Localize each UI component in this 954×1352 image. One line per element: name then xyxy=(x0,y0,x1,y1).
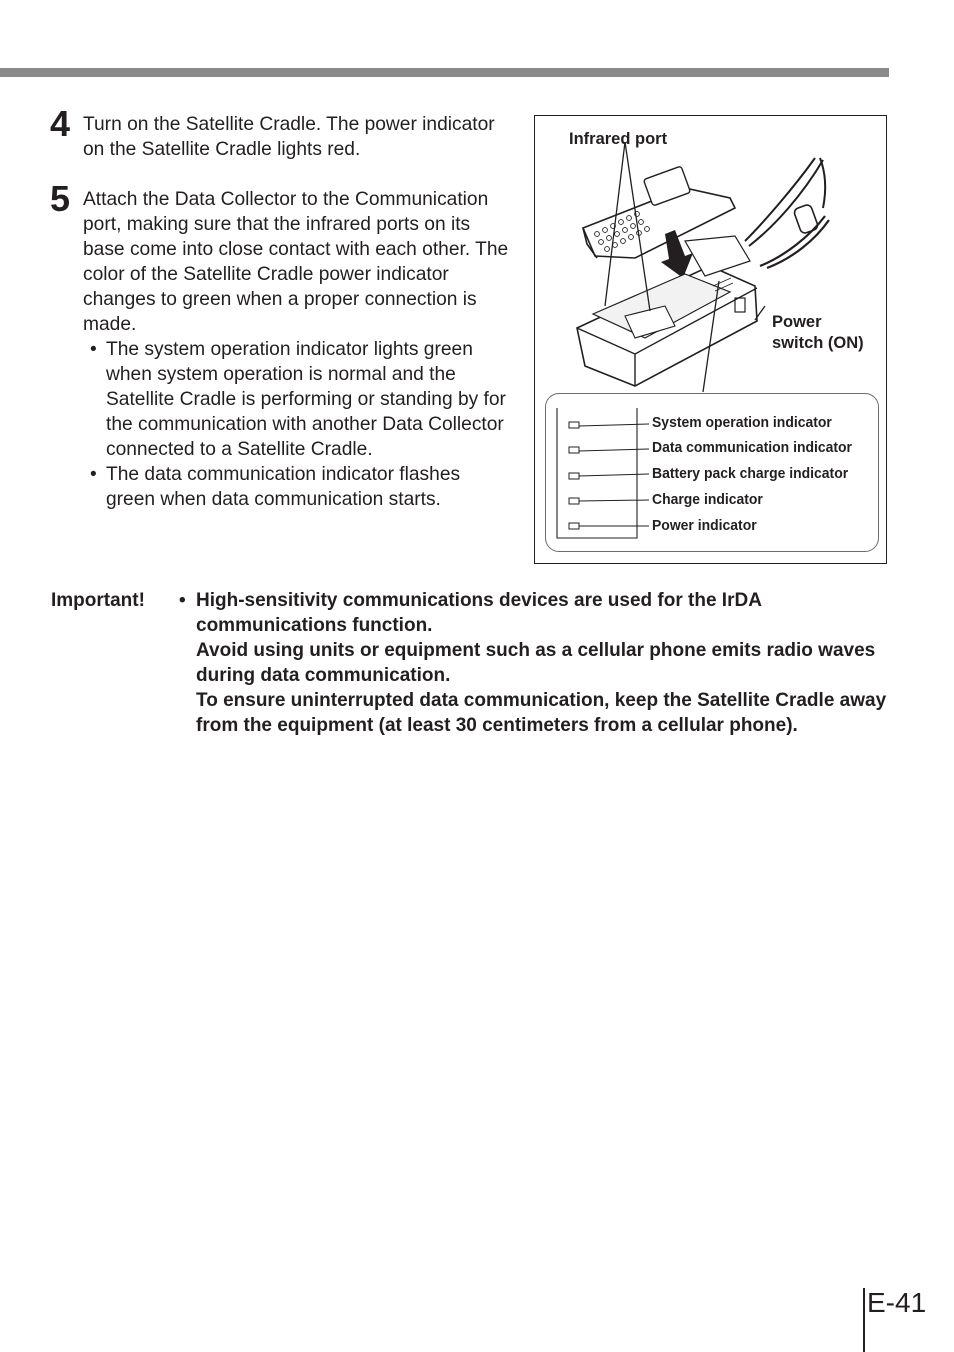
step-5 xyxy=(50,178,510,512)
step-text: Turn on the Satellite Cradle. The power indicator on the Satellite Cradle lights red. xyxy=(83,114,495,160)
charge-indicator-label: Charge indicator xyxy=(652,491,763,508)
cradle-figure xyxy=(534,115,887,564)
power-switch-label-line1: Power xyxy=(772,313,822,331)
page-number: E-41 xyxy=(867,1287,927,1318)
page-number-rule xyxy=(863,1288,865,1352)
important-paragraph: Avoid using units or equipment such as a cellular phone emits radio waves during data communication. xyxy=(196,640,876,686)
step-number: 4 xyxy=(50,103,71,144)
power-switch-label xyxy=(772,312,864,354)
step-number: 5 xyxy=(50,178,71,219)
bullet-item: • The system operation indicator lights green when system operation is normal and the Satellite Cradle is performing or standing by for the communication with another Data Collector connected to a Satellite Cradle. xyxy=(83,337,510,462)
important-label: Important! xyxy=(51,590,145,611)
important-text xyxy=(196,588,891,738)
data-communication-indicator-label: Data communication indicator xyxy=(652,439,852,456)
power-indicator-label: Power indicator xyxy=(652,517,757,534)
system-operation-indicator-label: System operation indicator xyxy=(652,414,832,431)
important-paragraph: High-sensitivity communications devices are used for the IrDA communications function. xyxy=(196,590,762,636)
header-rule xyxy=(0,68,889,77)
step-text: Attach the Data Collector to the Communication port, making sure that the infrared ports on its base come into close contact with each other. The color of the Satellite Cradle power indicator changes to green when a proper connection is made. xyxy=(83,189,509,335)
power-switch-label-line2: switch (ON) xyxy=(772,334,864,352)
infrared-port-label: Infrared port xyxy=(569,130,668,148)
important-bullet: • xyxy=(179,590,186,611)
step-bullet-list xyxy=(83,337,510,512)
battery-pack-charge-indicator-label: Battery pack charge indicator xyxy=(652,465,849,482)
important-paragraph: To ensure uninterrupted data communication, keep the Satellite Cradle away from the equipment (at least 30 centimeters from a cellular phone). xyxy=(196,690,887,736)
bullet-item: • The data communication indicator flashes green when data communication starts. xyxy=(83,462,510,512)
step-body xyxy=(83,187,510,512)
step-4 xyxy=(50,103,510,162)
important-note xyxy=(51,588,891,738)
